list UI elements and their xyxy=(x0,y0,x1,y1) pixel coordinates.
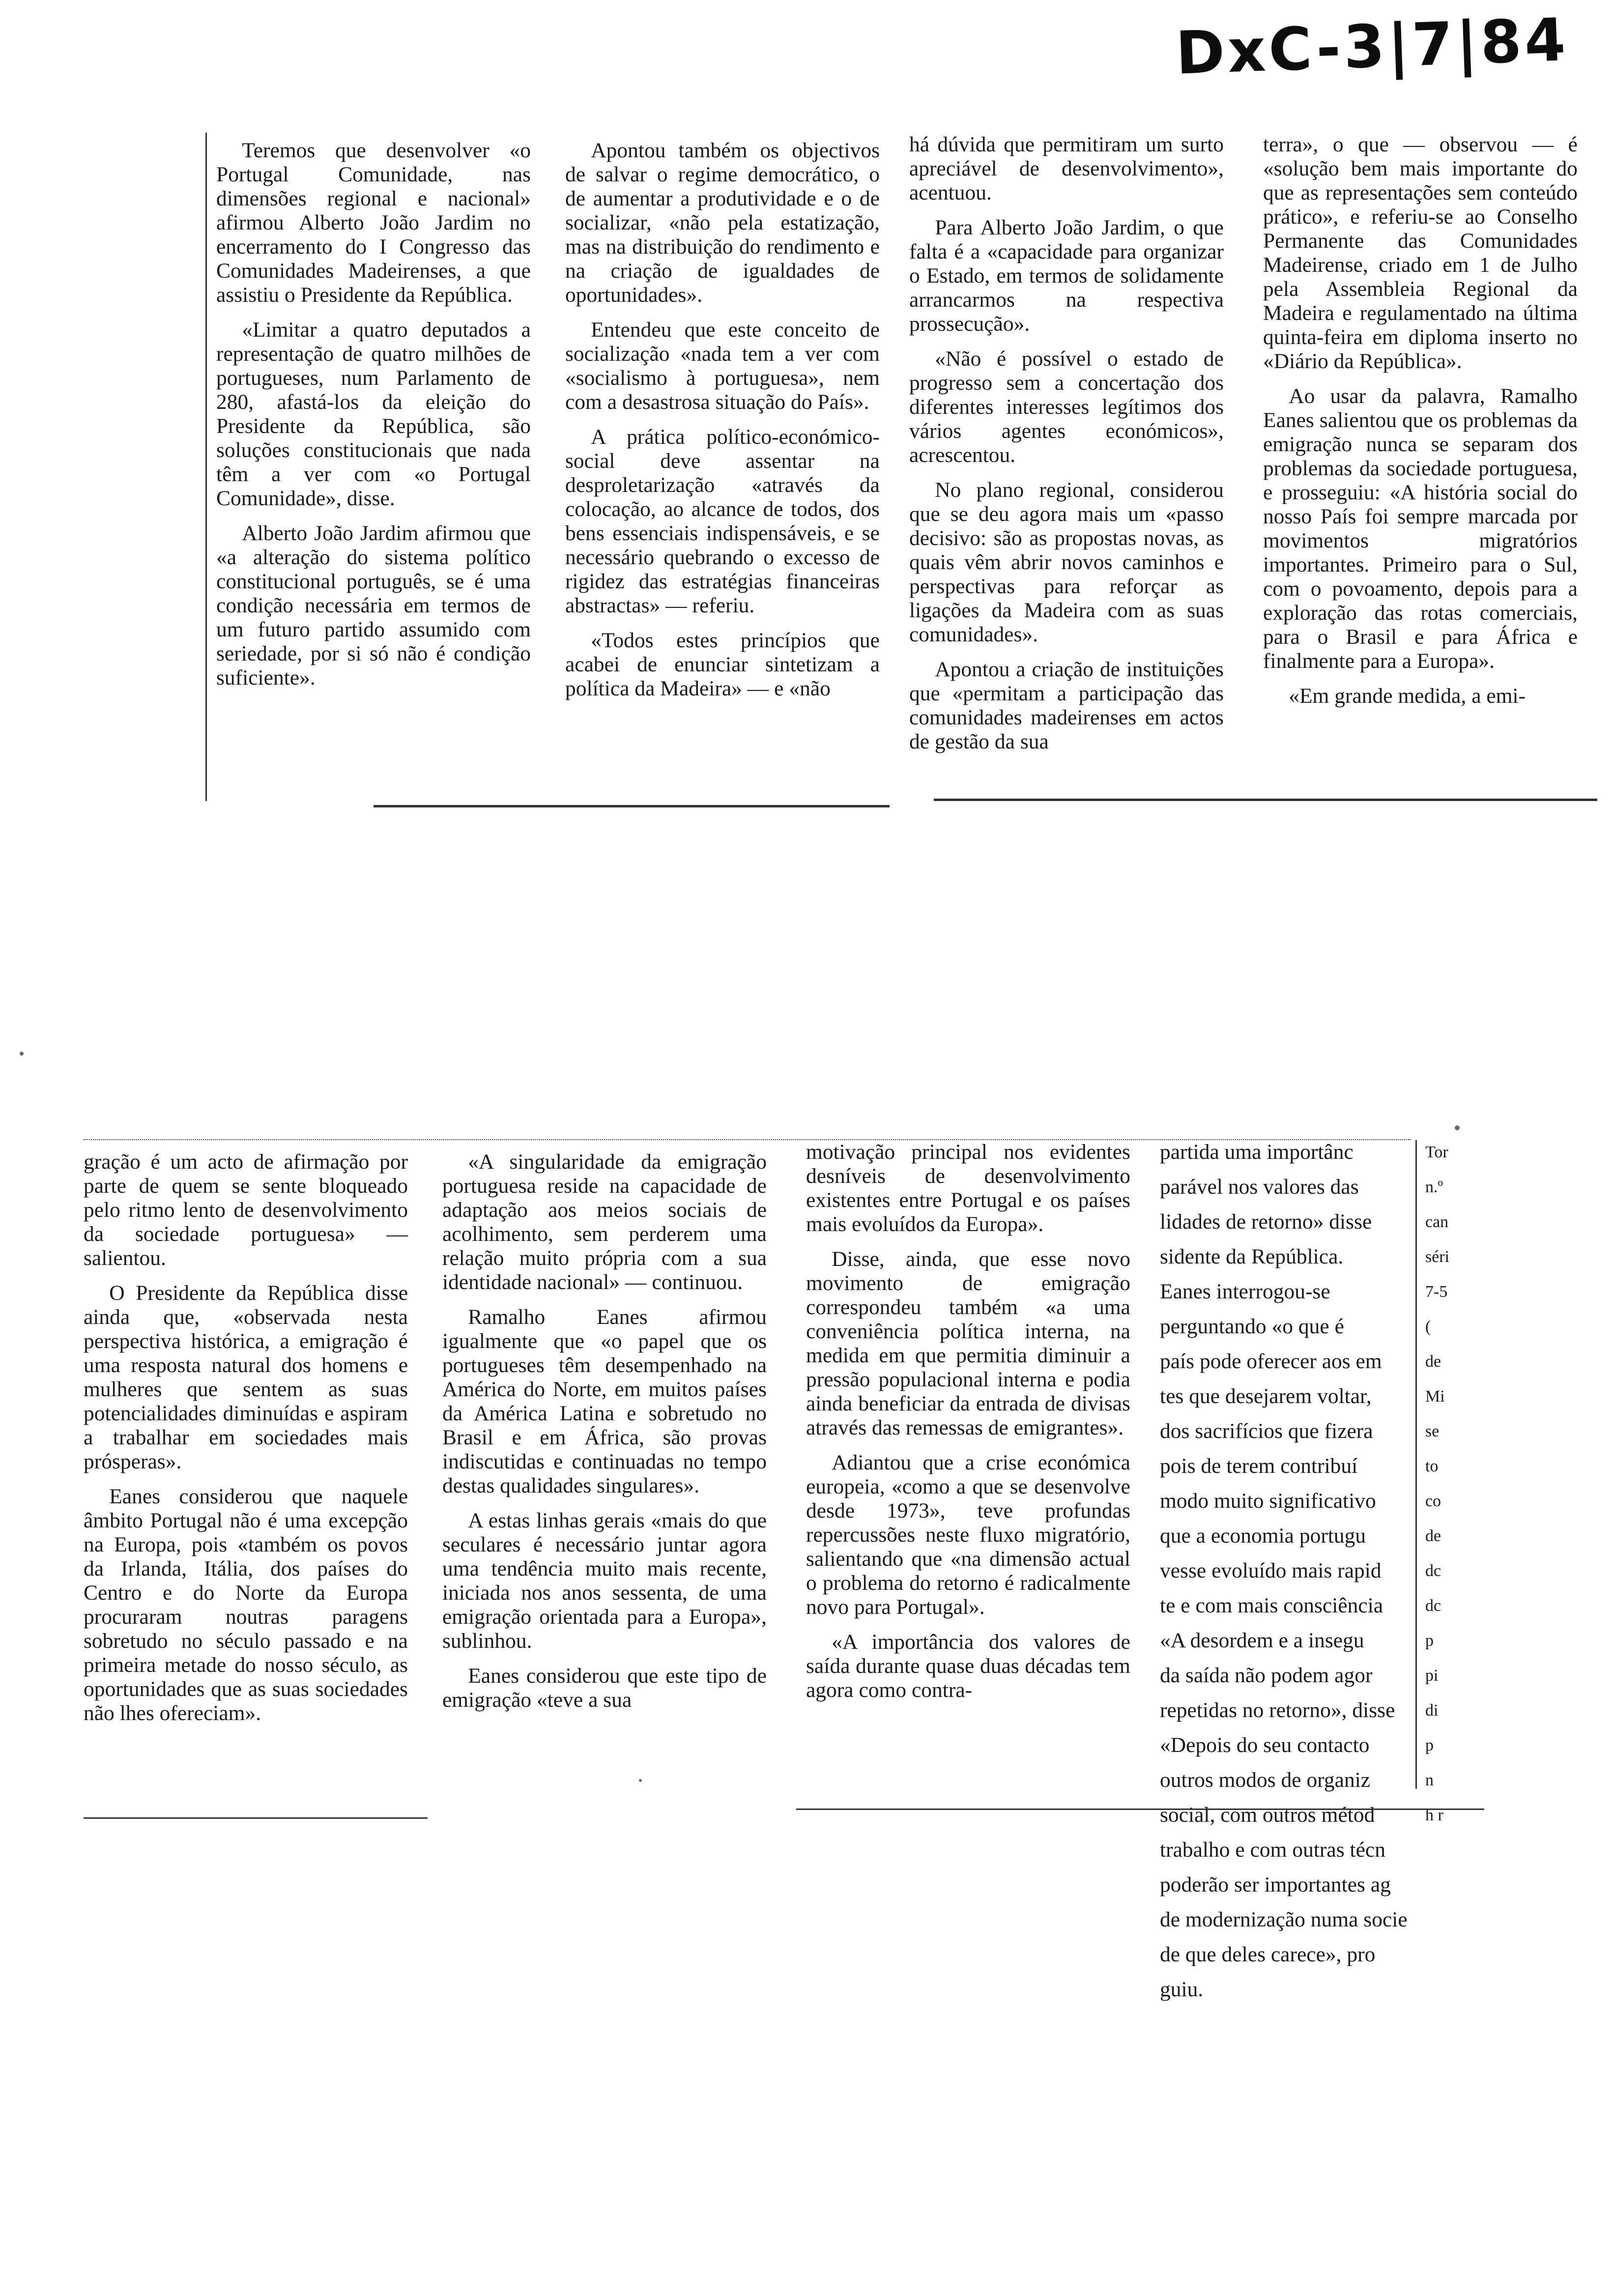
lower-column-3 xyxy=(806,1140,1130,1804)
lower-column-1 xyxy=(84,1150,408,1804)
paragraph: Ao usar da palavra, Ramalho Eanes salientou que os problemas da emigração nunca se separam dos problemas da sociedade portuguesa, e prosseguiu: «A história social do nosso País foi sempre marcada por movimentos migratórios importantes. Primeiro para o Sul, com o povoamento, depois para a exploração das rotas comerciais, para o Brasil e para África e finalmente para a Europa». xyxy=(1263,384,1578,673)
upper-column-3 xyxy=(909,133,1224,791)
paragraph: «A singularidade da emigração portuguesa reside na capacidade de adaptação aos meios sociais de acolhimento, sem perderem uma relação muito própria com a sua identidade nacional» — continuou. xyxy=(442,1150,767,1294)
clipped-line: repetidas no retorno», disse xyxy=(1160,1698,1395,1722)
clipped-line: 7-5 xyxy=(1425,1283,1448,1301)
clipped-line: Tor xyxy=(1425,1143,1448,1161)
clipped-line: modo muito significativo xyxy=(1160,1489,1376,1513)
clipped-line: p xyxy=(1425,1736,1434,1754)
paragraph: Ramalho Eanes afirmou igualmente que «o papel que os portugueses têm desempenhado na América do Norte, em muitos países da América Latina e sobretudo no Brasil e em África, são provas indiscutidas e continuadas no tempo destas qualidades singulares». xyxy=(442,1305,767,1497)
photocopy-speck xyxy=(20,1052,24,1056)
paragraph: Apontou a criação de instituições que «permitam a participação das comunidades madeirenses em actos de gestão da sua xyxy=(909,658,1224,753)
lower-column-5-clipped xyxy=(1425,1140,1484,1824)
clipped-line: n.º xyxy=(1425,1178,1443,1196)
clipped-line: partida uma importânc xyxy=(1160,1140,1353,1164)
paragraph: «Limitar a quatro deputados a representação de quatro milhões de portugueses, num Parlamento de 280, afastá-los da eleição do Presidente da República, são soluções constitucionais que nada têm a ver com «o Portugal Comunidade», disse. xyxy=(216,318,531,510)
lower-column-2 xyxy=(442,1150,767,1804)
handwritten-date-note: DxC-3|7|84 xyxy=(1175,6,1570,88)
clipped-line: can xyxy=(1425,1213,1449,1231)
upper-column-4 xyxy=(1263,133,1578,796)
clipped-line: trabalho e com outras técn xyxy=(1160,1838,1385,1862)
clipped-line: to xyxy=(1425,1457,1439,1475)
clipped-line: da saída não podem agor xyxy=(1160,1664,1373,1687)
lower-bottom-rule-left xyxy=(84,1817,428,1819)
clipped-line: de xyxy=(1425,1527,1441,1545)
lower-column-4-clipped xyxy=(1160,1140,1430,2001)
paragraph: Disse, ainda, que esse novo movimento de emigração correspondeu também «a uma conveniência política interna, na medida em que permitia diminuir a pressão populacional interna e podia ainda beneficiar da entrada de divisas através das remessas de emigrantes». xyxy=(806,1247,1130,1439)
photocopy-speck xyxy=(1455,1125,1460,1130)
paragraph: «Todos estes princípios que acabei de enunciar sintetizam a política da Madeira» — e «não xyxy=(565,629,880,700)
clipped-line: dos sacrifícios que fizera xyxy=(1160,1419,1373,1443)
lower-bottom-rule-right xyxy=(796,1808,1484,1810)
clipped-line: parável nos valores das xyxy=(1160,1175,1359,1199)
paragraph: motivação principal nos evidentes desníveis de desenvolvimento existentes entre Portugal e os países mais evoluídos da Europa». xyxy=(806,1140,1130,1236)
clipped-line: sidente da República. xyxy=(1160,1245,1344,1268)
upper-bottom-rule-right xyxy=(934,799,1597,801)
paragraph: Para Alberto João Jardim, o que falta é a «capacidade para organizar o Estado, em termos de solidamente arrancarmos na respectiva prossecução». xyxy=(909,216,1224,336)
clipped-line: lidades de retorno» disse xyxy=(1160,1210,1372,1234)
clipped-line: Eanes interrogou-se xyxy=(1160,1280,1330,1303)
paragraph: No plano regional, considerou que se deu agora mais um «passo decisivo: são as propostas novas, as quais vêm abrir novos caminhos e perspectivas para reforçar as ligações da Madeira com as suas comunidades». xyxy=(909,478,1224,646)
clipped-line: te e com mais consciência xyxy=(1160,1594,1383,1617)
upper-column-2 xyxy=(565,139,880,792)
clipped-line: outros modos de organiz xyxy=(1160,1768,1371,1792)
clipped-line: «A desordem e a insegu xyxy=(1160,1629,1364,1652)
paragraph: «Em grande medida, a emi- xyxy=(1289,684,1526,708)
clipped-line: que a economia portugu xyxy=(1160,1524,1366,1548)
clip-edge-line xyxy=(1415,1140,1417,1789)
clipped-line: n xyxy=(1425,1771,1434,1789)
clipped-line: dc xyxy=(1425,1562,1441,1580)
clipped-line: se xyxy=(1425,1422,1439,1440)
paragraph: Teremos que desenvolver «o Portugal Comunidade, nas dimensões regional e nacional» afirmou Alberto João Jardim no encerramento do I Congresso das Comunidades Madeirenses, a que assistiu o Presidente da República. xyxy=(216,139,531,307)
column-marker-line xyxy=(205,133,207,801)
clipped-line: de modernização numa socie xyxy=(1160,1908,1408,1931)
clipped-line: séri xyxy=(1425,1248,1450,1266)
photocopy-speck xyxy=(639,1779,642,1782)
clipped-line: «Depois do seu contacto xyxy=(1160,1733,1370,1757)
clipped-line: dc xyxy=(1425,1597,1441,1615)
clipped-line: pois de terem contribuí xyxy=(1160,1454,1358,1478)
paragraph: «A importância dos valores de saída durante quase duas décadas tem agora como contra- xyxy=(806,1630,1130,1702)
paragraph: há dúvida que permitiram um surto apreciável de desenvolvimento», acentuou. xyxy=(909,133,1224,204)
clipped-line: h r xyxy=(1425,1806,1443,1824)
clipped-line: Mi xyxy=(1425,1387,1445,1406)
clipped-line: de que deles carece», pro xyxy=(1160,1943,1376,1966)
clipped-line: perguntando «o que é xyxy=(1160,1315,1344,1338)
clipped-line: guiu. xyxy=(1160,1978,1204,2001)
paragraph: Eanes considerou que este tipo de emigração «teve a sua xyxy=(442,1664,767,1712)
clipped-line: vesse evoluído mais rapid xyxy=(1160,1559,1382,1582)
clipped-line: p xyxy=(1425,1632,1434,1650)
paragraph: A estas linhas gerais «mais do que seculares é necessário juntar agora uma tendência muito mais recente, iniciada nos anos sessenta, de uma emigração orientada para a Europa», sublinhou. xyxy=(442,1509,767,1653)
clipped-line: social, com outros métod xyxy=(1160,1803,1375,1827)
paragraph: gração é um acto de afirmação por parte de quem se sente bloqueado pelo ritmo lento de desenvolvimento da sociedade portuguesa» — salientou. xyxy=(84,1150,408,1270)
upper-bottom-rule-left xyxy=(374,805,890,807)
paragraph: Apontou também os objectivos de salvar o regime democrático, o de aumentar a produtividade e o de socializar, «não pela estatização, mas na distribuição do rendimento e na criação de igualdades de oportunidades». xyxy=(565,139,880,307)
clipped-line: poderão ser importantes ag xyxy=(1160,1873,1391,1896)
paragraph: Eanes considerou que naquele âmbito Portugal não é uma excepção na Europa, pois «também os povos da Irlanda, Itália, dos países do Centro e do Norte da Europa procuraram noutras paragens sobretudo no século passado e na primeira metade do nosso século, as oportunidades que as suas sociedades não lhes ofereciam». xyxy=(84,1485,408,1725)
clipped-line: país pode oferecer aos em xyxy=(1160,1349,1382,1373)
paragraph: A prática político-económico-social deve assentar na desproletarização «através da colocação, ao alcance de todos, dos bens essenciais indispensáveis, e se necessário quebrando o excesso de rigidez das estratégias financeiras abstractas» — referiu. xyxy=(565,425,880,617)
paragraph: Alberto João Jardim afirmou que «a alteração do sistema político constitucional português, se é uma condição necessária em termos de um futuro partido assumido com seriedade, por si só não é condição suficiente». xyxy=(216,521,531,689)
clipped-line: co xyxy=(1425,1492,1441,1510)
clipped-line: ( xyxy=(1425,1318,1431,1336)
paragraph: Adiantou que a crise económica europeia, «como a que se desenvolve desde 1973», teve profundas repercussões neste fluxo migratório, salientando que «na dimensão actual o problema do retorno é radicalmente novo para Portugal». xyxy=(806,1451,1130,1619)
paragraph: Entendeu que este conceito de socialização «nada tem a ver com «socialismo à portuguesa», nem com a desastrosa situação do País». xyxy=(565,318,880,414)
clipped-line: pi xyxy=(1425,1666,1439,1685)
clipped-line: de xyxy=(1425,1352,1441,1371)
paragraph: O Presidente da República disse ainda que, «observada nesta perspectiva histórica, a emigração é uma resposta natural dos homens e mulheres que sentem as suas potencialidades diminuídas e aspiram a trabalhar em sociedades mais prósperas». xyxy=(84,1281,408,1473)
clipped-line: tes que desejarem voltar, xyxy=(1160,1384,1372,1408)
upper-column-1 xyxy=(216,139,531,792)
paragraph: «Não é possível o estado de progresso sem a concertação dos diferentes interesses legítimos dos vários agentes económicos», acrescentou. xyxy=(909,347,1224,467)
paragraph: terra», o que — observou — é «solução bem mais importante do que as representações sem conteúdo prático», e referiu-se ao Conselho Permanente das Comunidades Madeirense, criado em 1 de Julho pela Assembleia Regional da Madeira e regulamentado na última quinta-feira em diploma inserto no «Diário da República». xyxy=(1263,133,1578,373)
clipped-line: di xyxy=(1425,1701,1439,1720)
